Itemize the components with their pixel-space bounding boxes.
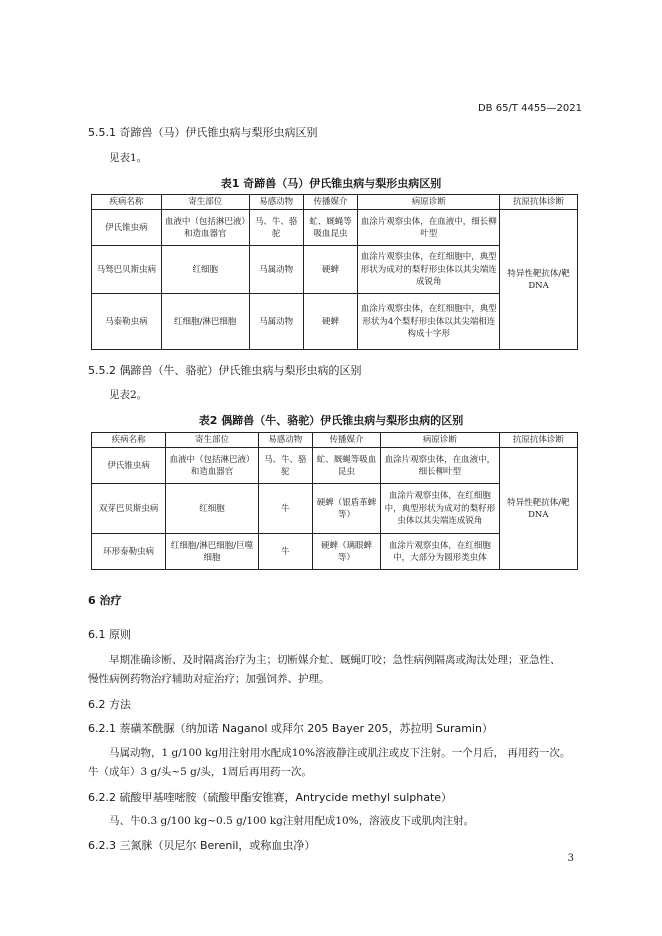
site-cell: 红细胞/淋巴细胞	[161, 294, 249, 350]
section-6-heading: 6 治疗	[88, 594, 122, 607]
section-6-2-heading: 6.2 方法	[88, 698, 131, 711]
disease-name-cell: 环形泰勒虫病	[92, 534, 166, 570]
site-cell: 红细胞	[161, 246, 249, 294]
column-header: 病原诊断	[358, 195, 500, 210]
disease-name-cell: 马泰勒虫病	[92, 294, 162, 350]
diagnosis-cell: 血涂片观察虫体，在红细胞中，大部分为圆形类虫体	[381, 534, 499, 570]
disease-name-cell: 双芽巴贝斯虫病	[92, 484, 166, 534]
animal-cell: 马属动物	[249, 294, 303, 350]
column-header: 传播媒介	[303, 195, 358, 210]
disease-name-cell: 马驽巴贝斯虫病	[92, 246, 162, 294]
diagnosis-cell: 血涂片观察虫体，在血液中，细长柳叶型	[381, 448, 499, 484]
document-code: DB 65/T 4455—2021	[477, 103, 582, 114]
animal-cell: 牛	[258, 534, 312, 570]
section-6-1-heading: 6.1 原则	[88, 628, 131, 641]
column-header: 抗原抗体诊断	[499, 433, 577, 448]
column-header: 易感动物	[258, 433, 312, 448]
see-table-1-text: 见表1。	[109, 152, 148, 164]
table-row	[92, 448, 578, 484]
table-2-caption: 表2 偶蹄兽（牛、骆驼）伊氏锥虫病与梨形虫病的区别	[198, 414, 464, 427]
column-header: 疾病名称	[92, 433, 166, 448]
diagnosis-cell: 血涂片观察虫体，在血液中，细长柳叶型	[358, 210, 500, 246]
site-cell: 红细胞	[166, 484, 258, 534]
diagnosis-cell: 血涂片观察虫体，在红细胞中，典型形状为4个梨籽形虫体以其尖端相连构成十字形	[358, 294, 500, 350]
antigen-diagnosis-cell: 特异性靶抗体/靶DNA	[500, 210, 578, 350]
section-5-5-2-heading: 5.5.2 偶蹄兽（牛、骆驼）伊氏锥虫病与梨形虫病的区别	[88, 364, 362, 377]
method-6-2-1-line-2: 牛（成年）3 g/头~5 g/头，1周后再用药一次。	[88, 766, 313, 778]
vector-cell: 硬蜱	[303, 246, 358, 294]
method-6-2-1-line-1: 马属动物，1 g/100 kg用注射用水配成10%溶液静注或肌注或皮下注射。一个月后， 再用药一次。	[109, 747, 571, 759]
animal-cell: 马属动物	[249, 246, 303, 294]
table-row	[92, 210, 578, 246]
vector-cell: 虻、厩蝇等吸血昆虫	[312, 448, 380, 484]
principle-text-line-2: 慢性病例药物治疗辅助对症治疗；加强饲养、护理。	[88, 673, 330, 685]
column-header: 寄生部位	[161, 195, 249, 210]
site-cell: 红细胞/淋巴细胞/巨噬细胞	[166, 534, 258, 570]
disease-name-cell: 伊氏锥虫病	[92, 210, 162, 246]
column-header: 病原诊断	[381, 433, 499, 448]
diagnosis-cell: 血涂片观察虫体，在红细胞中，典型形状为成对的梨籽形虫体以其尖端连成锐角	[358, 246, 500, 294]
page-number: 3	[567, 853, 574, 864]
column-header: 传播媒介	[312, 433, 380, 448]
animal-cell: 牛	[258, 484, 312, 534]
table-1-caption: 表1 奇蹄兽（马）伊氏锥虫病与梨形虫病区别	[220, 177, 442, 190]
section-6-2-1-heading: 6.2.1 萘磺苯酰脲（纳加诺 Naganol 或拜尔 205 Bayer 205，苏拉明 Suramin）	[88, 722, 493, 735]
column-header: 易感动物	[249, 195, 303, 210]
section-6-2-3-heading: 6.2.3 三氮脒（贝尼尔 Berenil，或称血虫净）	[88, 839, 316, 852]
antigen-diagnosis-cell: 特异性靶抗体/靶DNA	[499, 448, 577, 570]
column-header: 疾病名称	[92, 195, 162, 210]
animal-cell: 马、牛、骆驼	[258, 448, 312, 484]
site-cell: 血液中（包括淋巴液）和造血器官	[166, 448, 258, 484]
vector-cell: 硬蜱	[303, 294, 358, 350]
section-5-5-1-heading: 5.5.1 奇蹄兽（马）伊氏锥虫病与梨形虫病区别	[88, 126, 318, 139]
table-header-row	[92, 433, 578, 448]
diagnosis-cell: 血涂片观察虫体，在红细胞中，典型形状为成对的梨籽形虫体以其尖端连成锐角	[381, 484, 499, 534]
column-header: 抗原抗体诊断	[500, 195, 578, 210]
table-2	[91, 432, 578, 570]
site-cell: 血液中（包括淋巴液）和造血器官	[161, 210, 249, 246]
vector-cell: 硬蜱（璃眼蜱等）	[312, 534, 380, 570]
vector-cell: 虻、厩蝇等吸血昆虫	[303, 210, 358, 246]
animal-cell: 马、牛、骆驼	[249, 210, 303, 246]
method-6-2-2-line-1: 马、牛0.3 g/100 kg~0.5 g/100 kg注射用配成10%，溶液皮下或肌肉注射。	[109, 815, 475, 827]
vector-cell: 硬蜱（银盾革蜱等）	[312, 484, 380, 534]
section-6-2-2-heading: 6.2.2 硫酸甲基喹嘧胺（硫酸甲酯安锥赛，Antrycide methyl sulphate）	[88, 791, 453, 804]
see-table-2-text: 见表2。	[109, 389, 148, 401]
table-1	[91, 194, 578, 350]
column-header: 寄生部位	[166, 433, 258, 448]
disease-name-cell: 伊氏锥虫病	[92, 448, 166, 484]
principle-text-line-1: 早期准确诊断、及时隔离治疗为主；切断媒介虻、厩蝇叮咬；急性病例隔离或淘汰处理；亚急性、	[109, 654, 561, 666]
table-header-row	[92, 195, 578, 210]
